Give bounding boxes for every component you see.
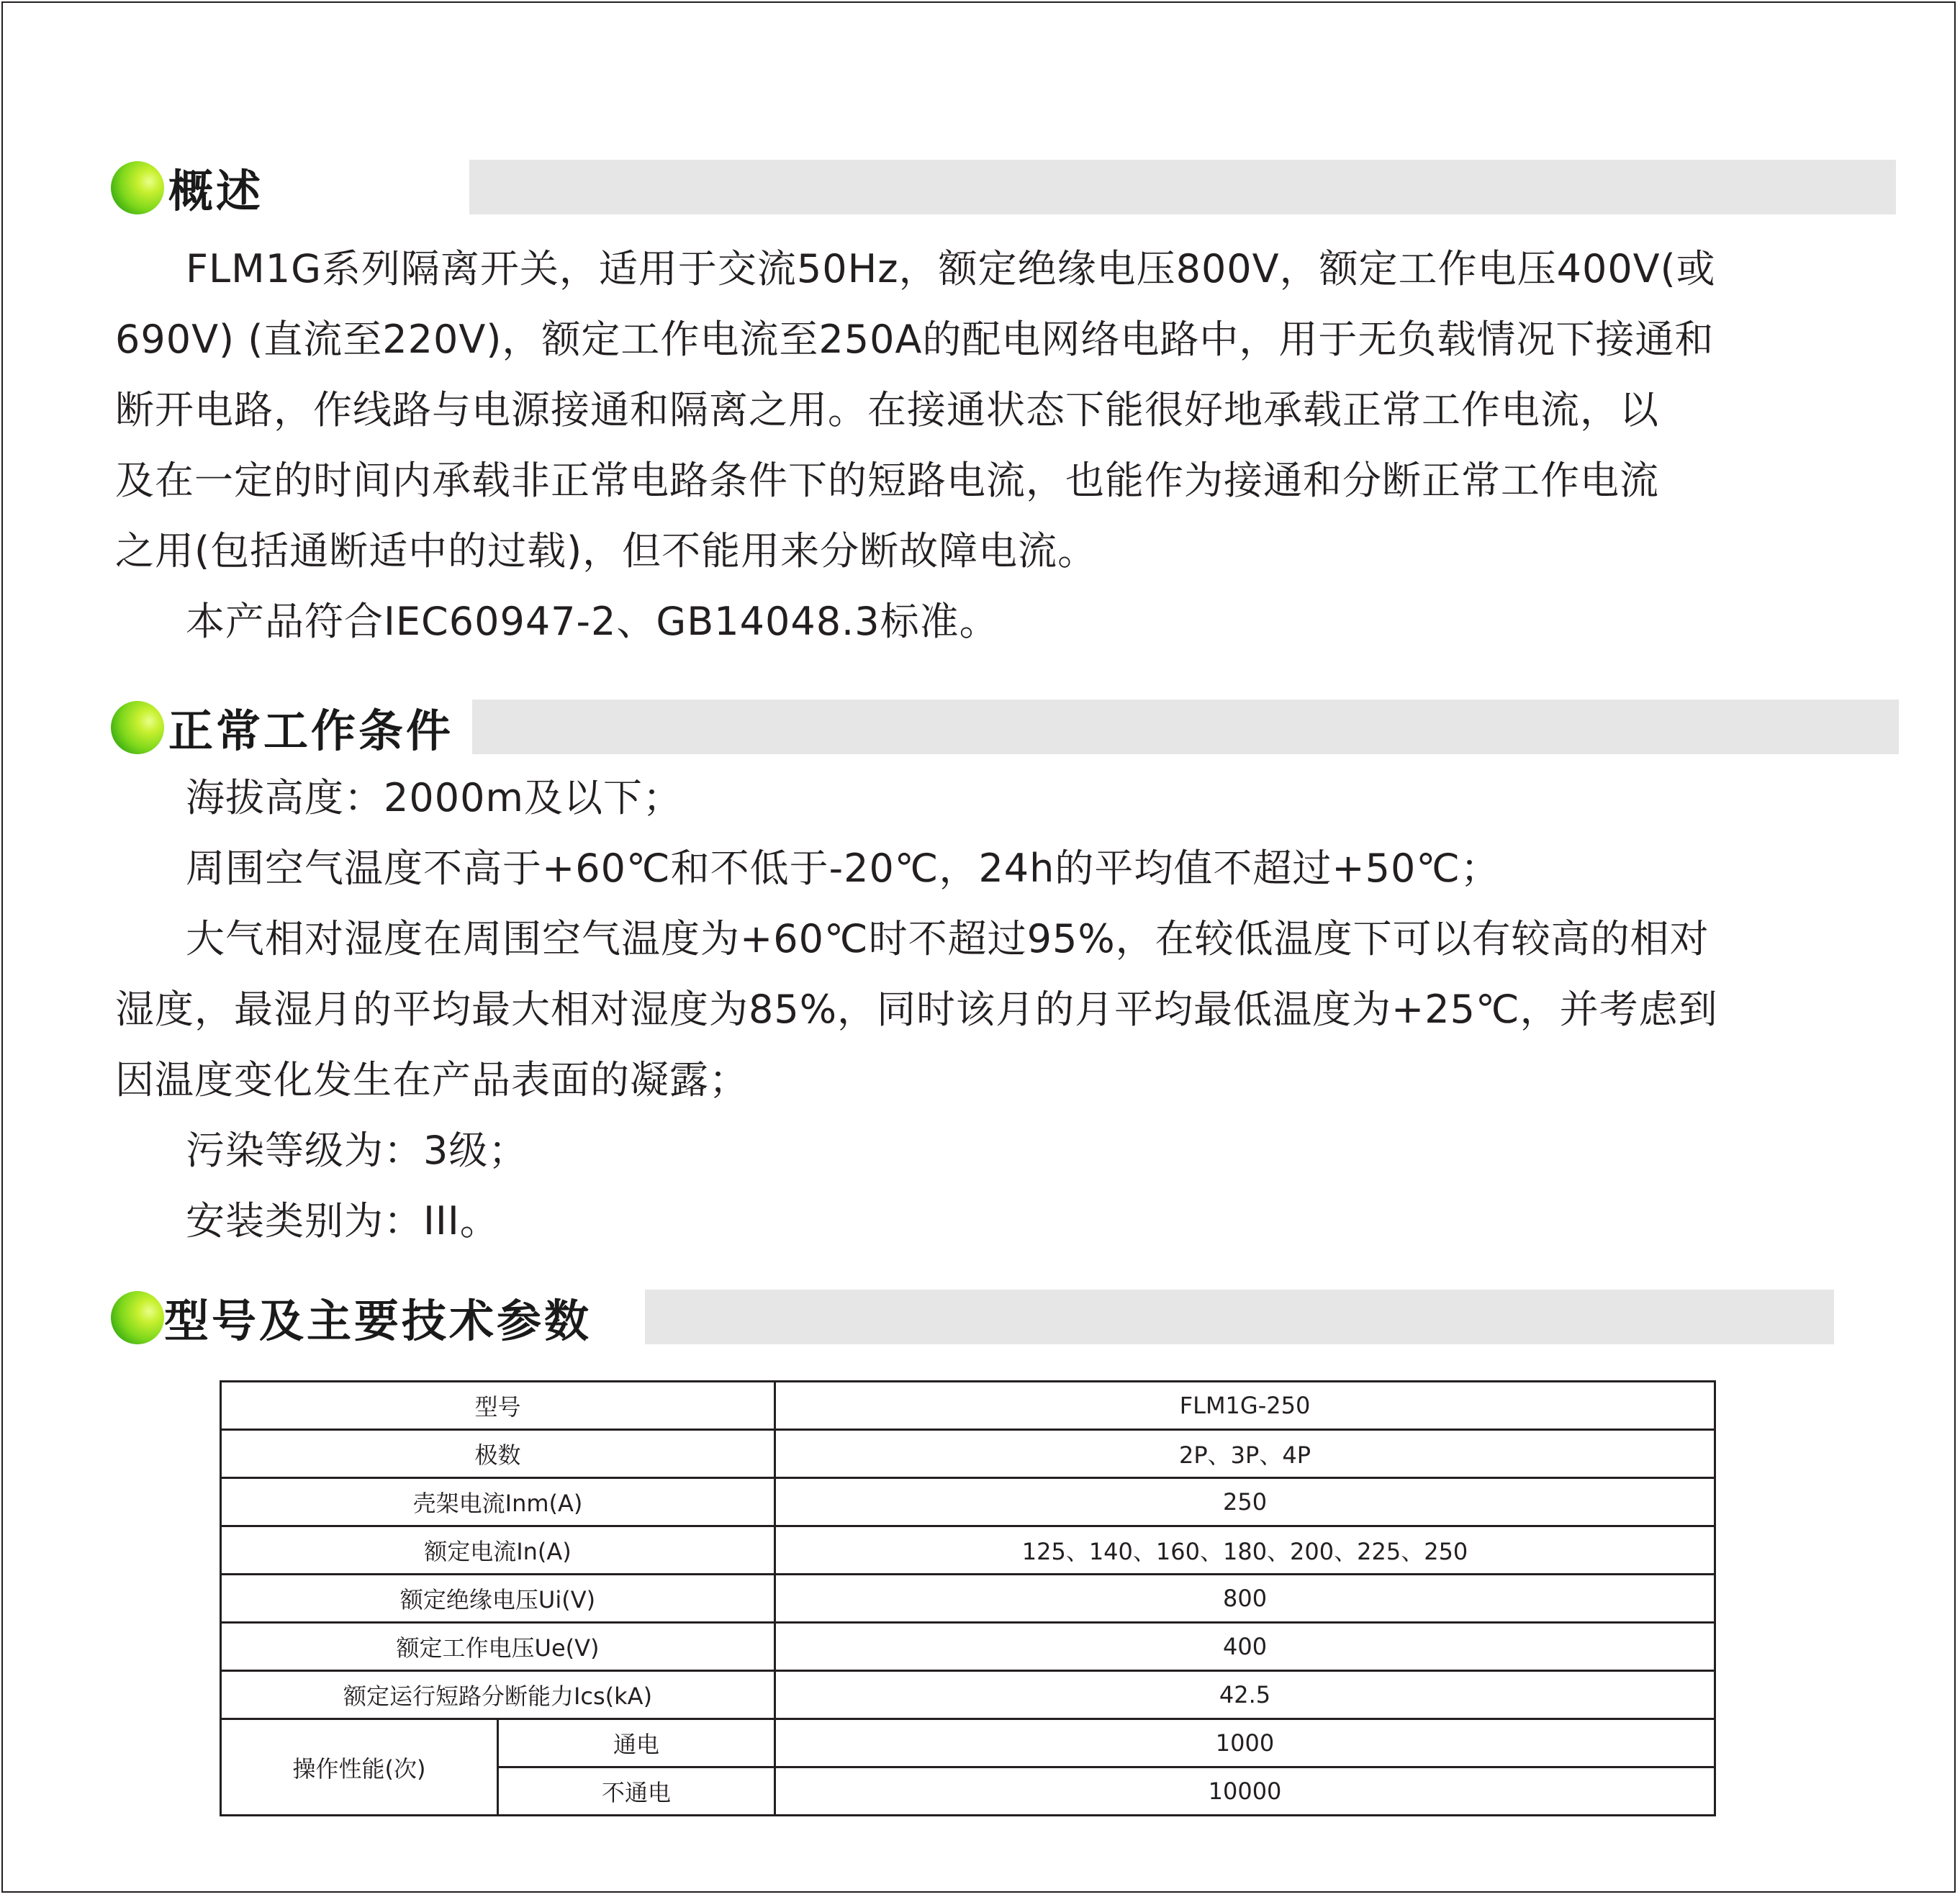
overview-line-3: 断开电路，作线路与电源接通和隔离之用。在接通状态下能很好地承载正常工作电流，以 — [115, 387, 1659, 433]
overview-line-2: 690V) (直流至220V)，额定工作电流至250A的配电网络电路中，用于无负载情况下接通和 — [115, 317, 1715, 362]
spec-label: 额定电流In(A) — [221, 1526, 775, 1575]
section-header-conditions — [111, 700, 1899, 757]
spec-label: 额定工作电压Ue(V) — [221, 1623, 775, 1671]
spec-label: 额定绝缘电压Ui(V) — [221, 1575, 775, 1623]
condition-humidity-line-2: 湿度，最湿月的平均最大相对湿度为85%，同时该月的月平均最低温度为+25℃，并考虑到 — [115, 987, 1718, 1032]
condition-installation: 安装类别为：III。 — [186, 1198, 500, 1244]
spec-value: 400 — [775, 1623, 1715, 1671]
table-row — [221, 1430, 1715, 1478]
condition-altitude: 海拔高度：2000m及以下； — [186, 775, 683, 820]
condition-humidity-line-1: 大气相对湿度在周围空气温度为+60℃时不超过95%，在较低温度下可以有较高的相对 — [186, 916, 1710, 961]
table-row — [221, 1382, 1715, 1430]
spec-value: 1000 — [775, 1719, 1715, 1767]
section-title: 型号及主要技术参数 — [164, 1294, 592, 1347]
spec-label-operation: 操作性能(次) — [221, 1719, 498, 1816]
section-title: 概述 — [168, 164, 264, 217]
spec-value: 2P、3P、4P — [775, 1430, 1715, 1478]
overview-line-1: FLM1G系列隔离开关，适用于交流50Hz，额定绝缘电压800V，额定工作电压400V(或 — [186, 246, 1716, 291]
condition-pollution: 污染等级为：3级； — [186, 1128, 528, 1173]
green-ball-icon — [111, 701, 164, 754]
spec-label: 型号 — [221, 1382, 775, 1430]
table-row — [221, 1575, 1715, 1623]
overview-line-5: 之用(包括通断适中的过载)，但不能用来分断故障电流。 — [115, 528, 1098, 574]
condition-temperature: 周围空气温度不高于+60℃和不低于-20℃，24h的平均值不超过+50℃； — [186, 846, 1500, 891]
green-ball-icon — [111, 1291, 164, 1344]
spec-value: 10000 — [775, 1767, 1715, 1816]
table-row — [221, 1719, 1715, 1767]
section-title: 正常工作条件 — [168, 704, 454, 757]
spec-value: 250 — [775, 1478, 1715, 1526]
section-header-specs — [111, 1290, 1834, 1347]
spec-table — [220, 1380, 1716, 1816]
overview-line-4: 及在一定的时间内承载非正常电路条件下的短路电流，也能作为接通和分断正常工作电流 — [115, 458, 1659, 503]
spec-value: 125、140、160、180、200、225、250 — [775, 1526, 1715, 1575]
spec-value: FLM1G-250 — [775, 1382, 1715, 1430]
spec-sublabel: 不通电 — [498, 1767, 775, 1816]
table-row — [221, 1526, 1715, 1575]
green-ball-icon — [111, 161, 164, 214]
spec-label: 极数 — [221, 1430, 775, 1478]
spec-value: 800 — [775, 1575, 1715, 1623]
spec-sublabel: 通电 — [498, 1719, 775, 1767]
condition-humidity-line-3: 因温度变化发生在产品表面的凝露； — [115, 1057, 749, 1103]
spec-value: 42.5 — [775, 1671, 1715, 1719]
spec-label: 额定运行短路分断能力Ics(kA) — [221, 1671, 775, 1719]
table-row — [221, 1623, 1715, 1671]
table-row — [221, 1478, 1715, 1526]
spec-label: 壳架电流Inm(A) — [221, 1478, 775, 1526]
section-header-overview — [111, 160, 1896, 217]
overview-standard: 本产品符合IEC60947-2、GB14048.3标准。 — [186, 599, 999, 644]
table-row — [221, 1671, 1715, 1719]
